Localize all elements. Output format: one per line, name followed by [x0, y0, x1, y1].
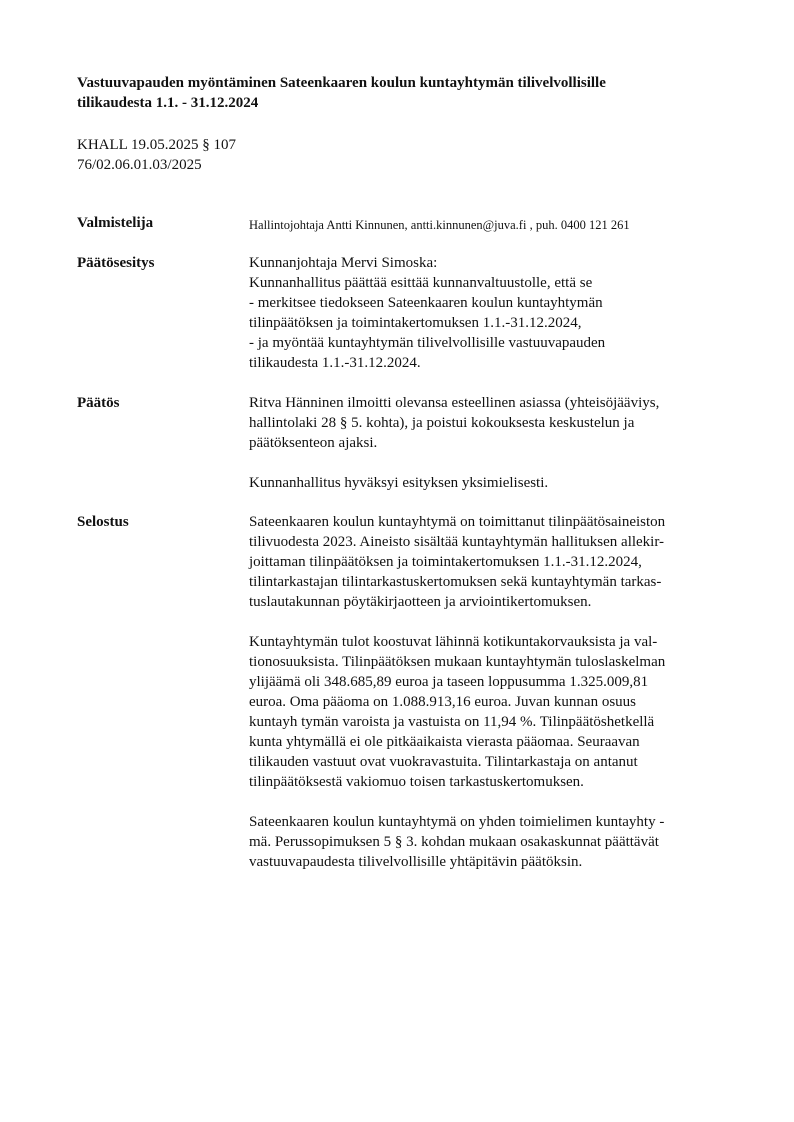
paatosesitys-text: [249, 253, 749, 373]
meeting-reference: KHALL 19.05.2025 § 107: [77, 137, 237, 153]
selostus-line: kuntayh tymän varoista ja vastuista on 11,94 %. Tilinpäätöshetkellä: [249, 714, 655, 730]
paatos-text: [249, 393, 749, 493]
paatosesitys-line: - ja myöntää kuntayhtymän tilivelvollisille vastuuvapauden: [249, 335, 606, 351]
meeting-meta: [77, 135, 236, 175]
title-line-2: tilikaudesta 1.1. - 31.12.2024: [77, 95, 259, 111]
selostus-line: tilivuodesta 2023. Aineisto sisältää kuntayhtymän hallituksen allekir-: [249, 534, 665, 550]
selostus-line: Kuntayhtymän tulot koostuvat lähinnä kotikuntakorvauksista ja val-: [249, 634, 658, 650]
document-title: [77, 73, 737, 113]
record-number: 76/02.06.01.03/2025: [77, 157, 202, 173]
selostus-line: mä. Perussopimuksen 5 § 3. kohdan mukaan osakaskunnat päättävät: [249, 834, 659, 850]
selostus-line: joittaman tilinpäätöksen ja toimintakertomuksen 1.1.-31.12.2024,: [249, 554, 642, 570]
paatos-label: Päätös: [77, 395, 120, 411]
selostus-line: vastuuvapaudesta tilivelvollisille yhtäpitävin päätöksin.: [249, 854, 583, 870]
selostus-line: ylijäämä oli 348.685,89 euroa ja taseen loppusumma 1.325.009,81: [249, 674, 649, 690]
selostus-line: Sateenkaaren koulun kuntayhtymä on toimittanut tilinpäätösaineiston: [249, 514, 666, 530]
selostus-line: tionosuuksista. Tilinpäätöksen mukaan kuntayhtymän tuloslaskelman: [249, 654, 666, 670]
valmistelija-label: Valmistelija: [77, 215, 154, 231]
paatos-decision-line: Kunnanhallitus hyväksyi esityksen yksimielisesti.: [249, 475, 549, 491]
selostus-text: [249, 512, 749, 872]
valmistelija-value: Hallintojohtaja Antti Kinnunen, antti.kinnunen@juva.fi , puh. 0400 121 261: [249, 218, 630, 232]
paatosesitys-line: Kunnanjohtaja Mervi Simoska:: [249, 255, 438, 271]
paatos-line: Ritva Hänninen ilmoitti olevansa esteellinen asiassa (yhteisöjääviys,: [249, 395, 660, 411]
title-line-1: Vastuuvapauden myöntäminen Sateenkaaren koulun kuntayhtymän tilivelvollisille: [77, 75, 606, 91]
selostus-label: Selostus: [77, 514, 129, 530]
valmistelija-text: [249, 215, 749, 235]
selostus-line: kunta yhtymällä ei ole pitkäaikaista vierasta pääomaa. Seuraavan: [249, 734, 640, 750]
paatosesitys-line: tilikaudesta 1.1.-31.12.2024.: [249, 355, 421, 371]
paatosesitys-line: - merkitsee tiedokseen Sateenkaaren koulun kuntayhtymän: [249, 295, 603, 311]
paatosesitys-line: Kunnanhallitus päättää esittää kunnanvaltuustolle, että se: [249, 275, 593, 291]
selostus-line: tilikauden vastuut ovat vuokravastuita. Tilintarkastaja on antanut: [249, 754, 638, 770]
selostus-line: tuslautakunnan pöytäkirjaotteen ja arviointikertomuksen.: [249, 594, 592, 610]
paatosesitys-label: Päätösesitys: [77, 255, 155, 271]
paatos-line: hallintolaki 28 § 5. kohta), ja poistui kokouksesta keskustelun ja: [249, 415, 635, 431]
selostus-line: euroa. Oma pääoma on 1.088.913,16 euroa. Juvan kunnan osuus: [249, 694, 636, 710]
selostus-line: Sateenkaaren koulun kuntayhtymä on yhden toimielimen kuntayhty -: [249, 814, 665, 830]
selostus-line: tilintarkastajan tilintarkastuskertomuksen sekä kuntayhtymän tarkas-: [249, 574, 662, 590]
paatos-line: päätöksenteon ajaksi.: [249, 435, 378, 451]
paatosesitys-line: tilinpäätöksen ja toimintakertomuksen 1.1.-31.12.2024,: [249, 315, 582, 331]
selostus-line: tilinpäätöksestä vakiomuo toisen tarkastuskertomuksen.: [249, 774, 584, 790]
